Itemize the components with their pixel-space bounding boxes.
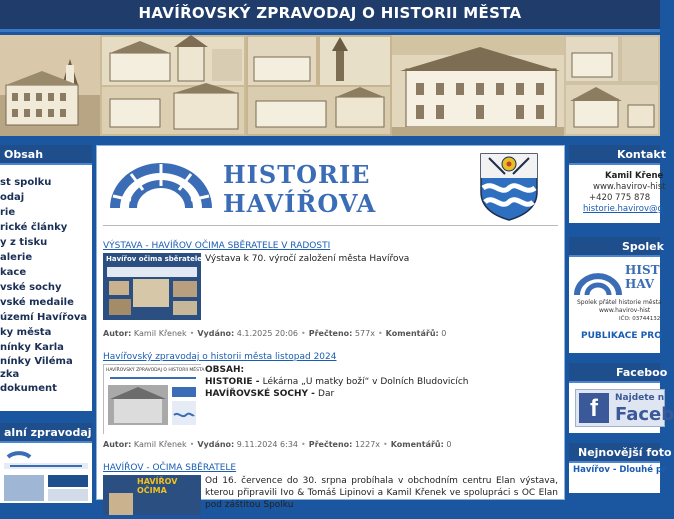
thumbnail-caption: HAVÍŘOV OČIMA	[137, 477, 178, 495]
main-content	[96, 145, 565, 510]
spolek-heading	[569, 237, 664, 257]
meta-reads-label: Přečteno:	[308, 329, 353, 338]
meta-reads: 1227x	[354, 440, 381, 449]
meta-author-label: Autor:	[103, 440, 132, 449]
article-contents-heading: OBSAH:	[205, 365, 245, 375]
meta-published-label: Vydáno:	[197, 329, 235, 338]
menu-item-havirovske-sochy[interactable]: vské sochy	[0, 282, 62, 293]
banner-photo-castle	[0, 35, 100, 136]
article-body	[103, 253, 558, 265]
zpravodaj-title: alní zpravodaj	[4, 426, 92, 439]
historie-logo-text	[223, 160, 376, 218]
meta-comments: 0	[441, 329, 447, 338]
spolek-logo-line-2: HAV	[625, 277, 655, 291]
site-header	[0, 0, 660, 32]
kontakt-email-link[interactable]: historie.havirov@g	[583, 204, 663, 214]
menu-item-spolek[interactable]: st spolku	[0, 177, 52, 188]
article-body	[103, 475, 558, 511]
menu-item-galerie[interactable]: alerie	[0, 252, 33, 263]
article-thumbnail[interactable]	[103, 364, 205, 434]
right-sidebar	[569, 145, 674, 500]
article-contents-line-1	[205, 376, 558, 388]
article-meta	[103, 440, 451, 449]
facebook-heading	[569, 363, 668, 383]
facebook-title: Faceboo	[616, 366, 668, 379]
thumbnail-caption: HAVÍŘOVSKÝ ZPRAVODAJ O HISTORII MĚSTA	[106, 368, 205, 373]
kontakt-title: Kontakt	[617, 148, 666, 161]
spolek-details	[577, 299, 662, 323]
article-title-link[interactable]: VÝSTAVA - HAVÍŘOV OČIMA SBĚRATELE V RADOSTI	[103, 241, 331, 251]
menu-item-dokument[interactable]: dokument	[0, 383, 57, 394]
menu-item-vzpominky-vilema[interactable]	[0, 355, 92, 381]
article-text: Od 16. července do 30. srpna probíhala v obchodním centru Elan výstava, kterou připravili Ivo & Tomáš Lipinovi a Kamil Křenek ve spolupráci s OC Elan pod záštitou Spolku	[205, 476, 558, 510]
havirov-coat-of-arms	[479, 152, 541, 222]
meta-separator: •	[301, 329, 306, 338]
obsah-menu	[0, 165, 92, 411]
article-ocima-sberatele	[103, 463, 558, 511]
thumbnail-caption: Havířov očima sběratele	[106, 255, 202, 263]
meta-separator: •	[377, 329, 383, 338]
obsah-title: Obsah	[4, 148, 44, 161]
article-title-link[interactable]: Havířovský zpravodaj o historii města listopad 2024	[103, 352, 337, 362]
foto-link[interactable]: Havířov - Dlouhé pr	[573, 465, 667, 475]
menu-item-vzpominky-karla[interactable]: nínky Karla	[0, 342, 64, 353]
article-thumbnail[interactable]	[103, 253, 201, 320]
meta-author: Kamil Křenek	[133, 329, 187, 338]
menu-item-vzpominky-vilema-label: nínky Viléma zka	[0, 356, 73, 380]
facebook-box[interactable]	[569, 383, 674, 433]
meta-separator: •	[383, 440, 388, 449]
article-title-link[interactable]: HAVÍŘOV - OČIMA SBĚRATELE	[103, 463, 237, 473]
article-vystava-radost	[103, 241, 558, 338]
kontakt-web[interactable]: www.havirov-hist	[593, 182, 666, 192]
meta-reads: 577x	[354, 329, 375, 338]
facebook-icon: f	[579, 393, 609, 423]
menu-item-historie[interactable]: rie	[0, 207, 16, 218]
spolek-logo-line-1: HIST	[625, 263, 660, 277]
menu-item-mapy-mesta[interactable]: ky města	[0, 327, 52, 338]
spolek-line-2: www.havirov-hist	[599, 307, 651, 314]
menu-item-publikace[interactable]: kace	[0, 267, 27, 278]
meta-published-label: Vydáno:	[197, 440, 235, 449]
spolek-box[interactable]	[569, 257, 660, 353]
article-section-sochy-text: Dar	[318, 389, 335, 399]
meta-reads-label: Přečteno:	[308, 440, 353, 449]
meta-separator: •	[189, 440, 195, 449]
article-contents-line-2	[205, 388, 558, 400]
menu-item-z-tisku[interactable]: y z tisku	[0, 237, 48, 248]
meta-published: 9.11.2024 6:34	[236, 440, 299, 449]
banner-photo-postcard-2	[246, 35, 392, 136]
meta-comments: 0	[446, 440, 452, 449]
site-title: HAVÍŘOVSKÝ ZPRAVODAJ O HISTORII MĚSTA	[138, 4, 522, 22]
spolek-publikace-link[interactable]: PUBLIKACE PRO	[581, 331, 662, 341]
facebook-line-2: Faceb	[615, 404, 674, 425]
facebook-line-1: Najdete n	[615, 393, 665, 403]
meta-separator: •	[301, 440, 306, 449]
spolek-line-1: Spolek přátel historie města	[577, 299, 662, 306]
meta-published: 4.1.2025 20:06	[236, 329, 299, 338]
article-section-sochy: HAVÍŘOVSKÉ SOCHY -	[205, 389, 319, 399]
obsah-heading	[0, 145, 92, 165]
meta-author: Kamil Křenek	[133, 440, 187, 449]
logo-line-havirova: HAVÍŘOVA	[223, 189, 377, 218]
meta-author-label: Autor:	[103, 329, 132, 338]
article-text	[205, 364, 558, 400]
zpravodaj-cover-image	[0, 443, 92, 503]
article-body	[103, 364, 558, 400]
article-meta	[103, 329, 446, 338]
zpravodaj-cover[interactable]	[0, 443, 92, 503]
kontakt-heading	[569, 145, 666, 165]
foto-box	[569, 463, 667, 493]
article-thumbnail[interactable]	[103, 475, 201, 515]
kontakt-box	[569, 165, 666, 223]
zpravodaj-heading	[0, 423, 92, 443]
spolek-title: Spolek	[622, 240, 664, 253]
kontakt-name: Kamil Křene	[605, 171, 664, 181]
header-banner	[0, 35, 660, 136]
article-section-historie: HISTORIE -	[205, 377, 263, 387]
spolek-logo-text	[625, 263, 660, 291]
banner-photo-station	[392, 35, 564, 136]
kontakt-phone: +420 775 878	[589, 193, 651, 203]
logo-line-historie: HISTORIE	[223, 160, 371, 189]
spolek-ico: IČO: 03744132	[619, 316, 661, 322]
meta-comments-label: Komentářů:	[390, 440, 444, 449]
historie-arch-logo	[107, 162, 215, 214]
article-zpravodaj-listopad	[103, 352, 558, 449]
menu-item-havirovske-medaile[interactable]: vské medaile	[0, 297, 74, 308]
foto-heading	[569, 443, 672, 463]
banner-photo-postcard-1	[100, 35, 246, 136]
menu-item-zpravodaj[interactable]: odaj	[0, 192, 25, 203]
article-section-historie-text: Lékárna „U matky boží“ v Dolních Bludovicích	[262, 377, 469, 387]
foto-title: Nejnovější foto	[578, 446, 672, 459]
left-sidebar	[0, 145, 92, 500]
menu-item-historicke-clanky[interactable]: rické články	[0, 222, 68, 233]
banner-photo-houses	[564, 35, 660, 136]
article-text: Výstava k 70. výročí založení města Havířova	[205, 254, 410, 264]
meta-comments-label: Komentářů:	[385, 329, 439, 338]
meta-separator: •	[189, 329, 195, 338]
historie-logo-banner	[103, 146, 558, 226]
menu-item-uzemi-havirova[interactable]: území Havířova	[0, 312, 88, 323]
